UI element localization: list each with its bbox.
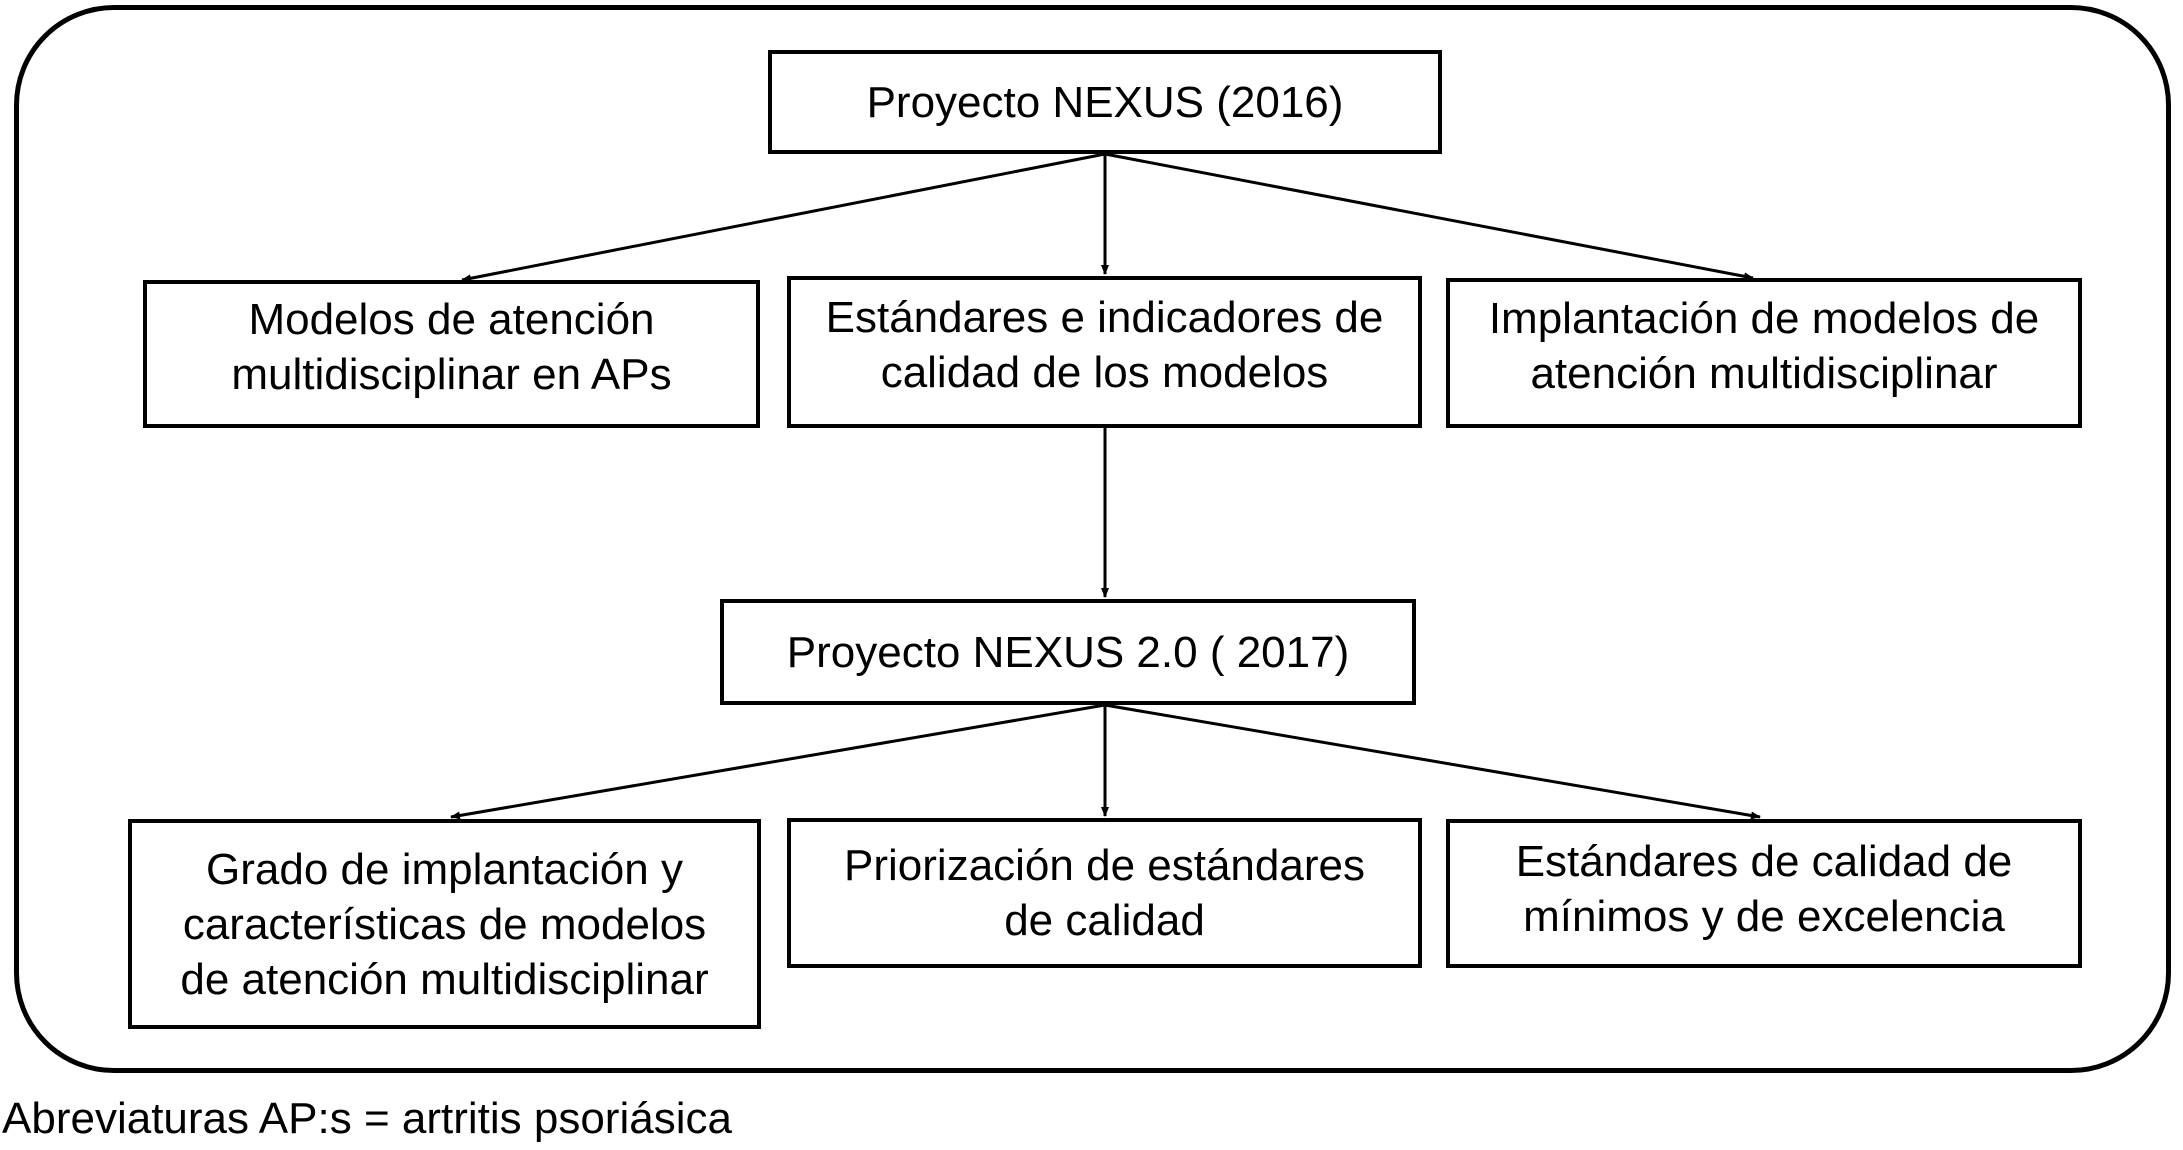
node-label-line: Modelos de atención [248, 295, 655, 344]
node-label-line: de atención multidisciplinar [180, 954, 709, 1004]
node-nexus-2016-text [867, 75, 1344, 130]
node-label-line: de calidad [1004, 896, 1205, 945]
node-label-line: Priorización de estándares [844, 841, 1365, 890]
node-implementation-degree-text [180, 842, 708, 1007]
node-label-line: Proyecto NEXUS 2.0 ( 2017) [786, 627, 1350, 677]
node-minimum-excellence [1446, 819, 2082, 968]
node-label-line: Implantación de modelos de [1488, 294, 2040, 343]
arrow-top-to-implementation [1105, 154, 1753, 278]
node-nexus-2017 [720, 599, 1416, 705]
node-label-line: Grado de implantación y [206, 844, 683, 894]
node-implementation [1446, 278, 2082, 428]
node-label-line: multidisciplinar en APs [231, 350, 672, 399]
node-implementation-degree [128, 819, 761, 1029]
node-quality-standards-text [826, 290, 1384, 400]
arrow-top-to-care-models [462, 154, 1105, 280]
node-label-line: Estándares de calidad de [1515, 836, 2013, 886]
node-nexus-2016 [768, 50, 1442, 154]
node-care-models-text [231, 292, 671, 402]
node-label-line: calidad de los modelos [880, 348, 1329, 397]
node-care-models [143, 280, 760, 428]
arrow-nexus2-to-minimum-excellence [1105, 705, 1760, 817]
node-label-line: características de modelos [182, 899, 707, 949]
node-prioritization-text [844, 838, 1365, 948]
node-label-line: Proyecto NEXUS (2016) [866, 77, 1344, 127]
node-quality-standards [787, 276, 1422, 428]
node-implementation-text [1489, 291, 2039, 401]
node-label-line: Estándares e indicadores de [825, 293, 1384, 342]
node-prioritization [787, 818, 1422, 968]
arrow-nexus2-to-implementation-degree [451, 705, 1105, 817]
node-minimum-excellence-text [1516, 834, 2013, 944]
node-label-line: atención multidisciplinar [1530, 349, 1998, 398]
node-nexus-2017-text [787, 625, 1349, 680]
node-label-line: mínimos y de excelencia [1523, 891, 2005, 941]
footnote: Abreviaturas AP:s = artritis psoriásica [2, 1094, 732, 1143]
